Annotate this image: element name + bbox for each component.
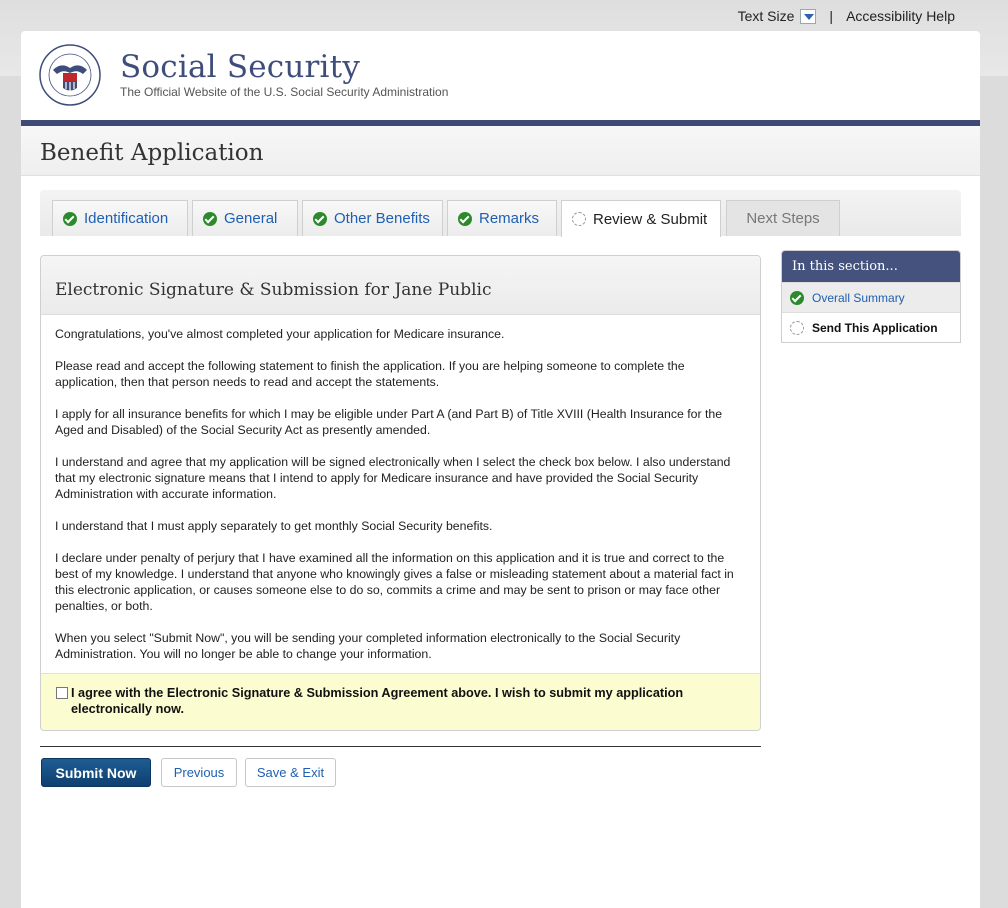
- utility-links: [738, 8, 955, 24]
- statement-paragraph: I apply for all insurance benefits for which I may be eligible under Part A (and Part B) of Title XVIII (Health Insurance for the Aged and Disabled) of the Social Security Act as presently amended.: [55, 407, 723, 437]
- tab-label: Identification: [84, 210, 169, 227]
- statement-text: [41, 315, 760, 662]
- tab-remarks[interactable]: [447, 200, 557, 236]
- sidebar-item-overall-summary[interactable]: [782, 282, 960, 312]
- check-icon: [790, 291, 804, 305]
- ssa-seal-icon[interactable]: [39, 44, 101, 106]
- check-icon: [63, 212, 77, 226]
- accessibility-help-link[interactable]: Accessibility Help: [846, 8, 955, 24]
- sidebar-item-label: Send This Application: [812, 320, 938, 335]
- tab-other-benefits[interactable]: [302, 200, 443, 236]
- sidebar-item-label: Overall Summary: [812, 290, 905, 305]
- sidebar-item-send-application[interactable]: [782, 312, 960, 342]
- signature-panel: [40, 255, 761, 731]
- in-progress-circle-icon: [572, 212, 586, 226]
- form-divider: [40, 746, 761, 747]
- text-size-label[interactable]: Text Size: [737, 8, 795, 24]
- agree-label[interactable]: I agree with the Electronic Signature & Submission Agreement above. I wish to submit my application electronically now.: [71, 686, 684, 716]
- statement-paragraph: Congratulations, you've almost completed your application for Medicare insurance.: [55, 327, 505, 341]
- agreement-box: [41, 673, 760, 730]
- tab-next-steps: [726, 200, 840, 236]
- tab-label: General: [224, 210, 278, 227]
- check-icon: [313, 212, 327, 226]
- site-header: [21, 31, 980, 121]
- statement-paragraph: Please read and accept the following statement to finish the application. If you are helping someone to complete the application, then that person needs to read and accept the statements.: [55, 359, 685, 389]
- section-sidebar: [781, 250, 961, 343]
- site-title[interactable]: Social Security: [120, 49, 361, 85]
- statement-paragraph: I declare under penalty of perjury that I have examined all the information on this application and it is true and correct to the best of my knowledge. I understand that anyone who knowingly gives a false or misleading statement about a material fact in this electronic application, or causes someone else to do so, commits a crime and may be sent to prison or may face other penalties, or both.: [55, 551, 734, 613]
- submit-now-button[interactable]: Submit Now: [41, 758, 151, 787]
- tab-label: Remarks: [479, 210, 540, 227]
- sidebar-title: In this section...: [782, 251, 960, 282]
- tab-label: Other Benefits: [334, 210, 430, 227]
- statement-paragraph: I understand and agree that my application will be signed electronically when I select the check box below. I also understand that my electronic signature means that I intend to apply for Medicare insurance and have provided the Social Security Administration with accurate information.: [55, 455, 731, 501]
- save-exit-button[interactable]: Save & Exit: [245, 758, 336, 787]
- previous-button[interactable]: Previous: [161, 758, 237, 787]
- tab-identification[interactable]: [52, 200, 188, 236]
- page-container: [21, 31, 980, 908]
- panel-title: Electronic Signature & Submission for Jane Public: [41, 256, 760, 315]
- tab-review-submit[interactable]: [561, 200, 721, 237]
- tab-general[interactable]: [192, 200, 298, 236]
- utility-separator: |: [829, 8, 834, 24]
- agree-checkbox[interactable]: [56, 687, 68, 699]
- in-progress-circle-icon: [790, 321, 804, 335]
- page-title: Benefit Application: [40, 140, 264, 166]
- statement-paragraph: I understand that I must apply separately to get monthly Social Security benefits.: [55, 519, 493, 533]
- statement-paragraph: When you select "Submit Now", you will be sending your completed information electronically to the Social Security Administration. You will no longer be able to change your information.: [55, 631, 681, 661]
- check-icon: [458, 212, 472, 226]
- tab-label: Review & Submit: [593, 210, 708, 228]
- tab-label: Next Steps: [746, 210, 820, 227]
- check-icon: [203, 212, 217, 226]
- text-size-dropdown-icon[interactable]: [800, 9, 816, 24]
- site-subtitle: The Official Website of the U.S. Social Security Administration: [120, 85, 449, 99]
- tab-bar: [40, 190, 961, 236]
